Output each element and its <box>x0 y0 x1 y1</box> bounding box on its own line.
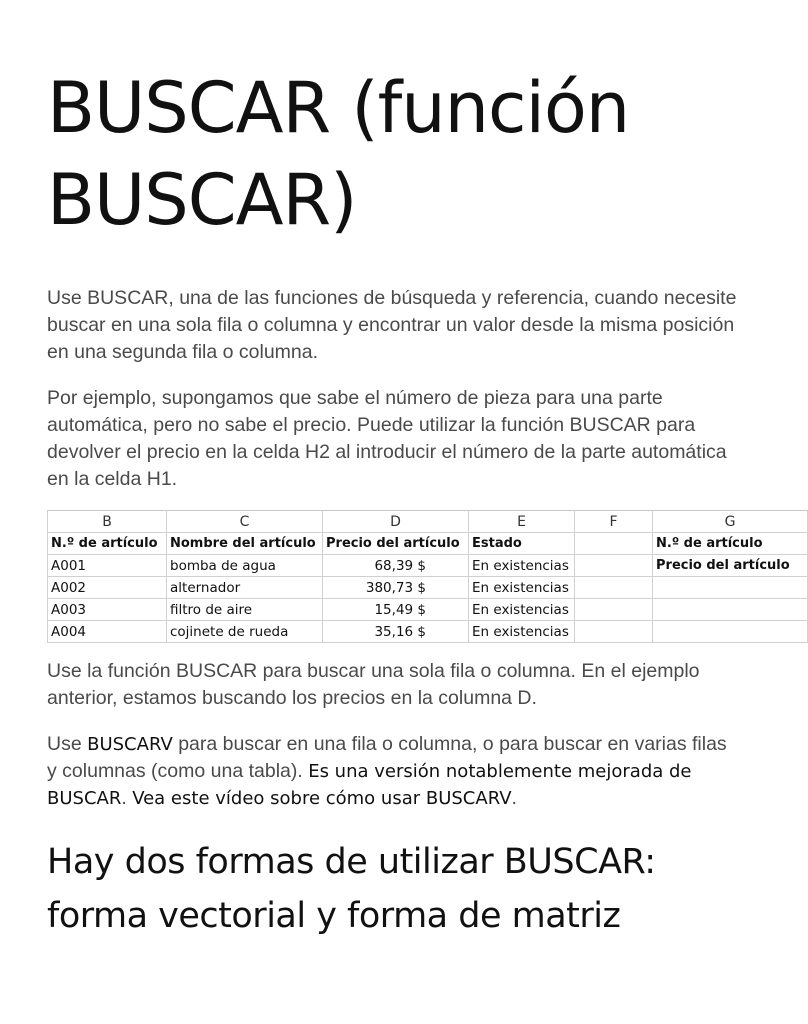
table-cell: 380,73 $ <box>323 577 469 599</box>
text-span: . <box>511 787 517 809</box>
table-cell <box>653 599 808 621</box>
example-paragraph: Por ejemplo, supongamos que sabe el número de pieza para una parte automática, pero no sabe el precio. Puede utilizar la función BUSCAR para devolver el precio en la celda H2 al introducir el número de la parte automática en la celda H1. <box>47 387 727 490</box>
header-cell: Nombre del artículo <box>167 533 323 555</box>
table-cell: A002 <box>48 577 167 599</box>
page-title: BUSCAR (función BUSCAR) <box>47 67 630 241</box>
column-letter: E <box>469 511 575 533</box>
table-cell <box>575 577 653 599</box>
table-row <box>48 577 808 599</box>
column-letter: F <box>575 511 653 533</box>
video-link[interactable]: Vea este vídeo sobre cómo usar BUSCARV <box>132 788 512 809</box>
table-cell: En existencias <box>469 555 575 577</box>
table-cell <box>575 555 653 577</box>
lookup-note-paragraph: Use la función BUSCAR para buscar una sola fila o columna. En el ejemplo anterior, estamos buscando los precios en la columna D. <box>47 660 700 709</box>
table-cell: filtro de aire <box>167 599 323 621</box>
table-cell: Precio del artículo <box>653 555 808 577</box>
table-cell <box>575 599 653 621</box>
header-cell: Precio del artículo <box>323 533 469 555</box>
header-cell <box>575 533 653 555</box>
text-span: para buscar en una fila o columna, o para buscar en varias filas y columnas (como una tabla). <box>47 733 727 782</box>
table-row <box>48 621 808 643</box>
table-header-row <box>48 533 808 555</box>
improved-version-text: Es una versión notablemente mejorada de BUSCAR <box>47 761 692 809</box>
column-letter: D <box>323 511 469 533</box>
table-cell: A001 <box>48 555 167 577</box>
column-letter: C <box>167 511 323 533</box>
table-cell: cojinete de rueda <box>167 621 323 643</box>
column-letter: B <box>48 511 167 533</box>
table-cell: En existencias <box>469 577 575 599</box>
buscarv-paragraph <box>47 731 737 812</box>
table-cell: 68,39 $ <box>323 555 469 577</box>
text-span: . <box>121 787 133 809</box>
table-cell <box>575 621 653 643</box>
spreadsheet-example <box>47 510 790 642</box>
header-cell: Estado <box>469 533 575 555</box>
column-letter: G <box>653 511 808 533</box>
table-cell: A003 <box>48 599 167 621</box>
table-row <box>48 555 808 577</box>
table-cell: 15,49 $ <box>323 599 469 621</box>
table-cell <box>653 577 808 599</box>
column-letters-row <box>48 511 808 533</box>
table-cell <box>653 621 808 643</box>
table-cell: 35,16 $ <box>323 621 469 643</box>
table-cell: alternador <box>167 577 323 599</box>
buscarv-link[interactable]: BUSCARV <box>87 734 173 755</box>
section-heading: Hay dos formas de utilizar BUSCAR: forma vectorial y forma de matriz <box>47 842 656 936</box>
text-span: Use <box>47 733 88 755</box>
table-cell: En existencias <box>469 599 575 621</box>
header-cell: N.º de artículo <box>48 533 167 555</box>
spreadsheet-table <box>47 510 808 643</box>
table-cell: En existencias <box>469 621 575 643</box>
table-row <box>48 599 808 621</box>
intro-paragraph: Use BUSCAR, una de las funciones de búsqueda y referencia, cuando necesite buscar en una sola fila o columna y encontrar un valor desde la misma posición en una segunda fila o columna. <box>47 287 737 363</box>
header-cell: N.º de artículo <box>653 533 808 555</box>
table-cell: A004 <box>48 621 167 643</box>
table-cell: bomba de agua <box>167 555 323 577</box>
